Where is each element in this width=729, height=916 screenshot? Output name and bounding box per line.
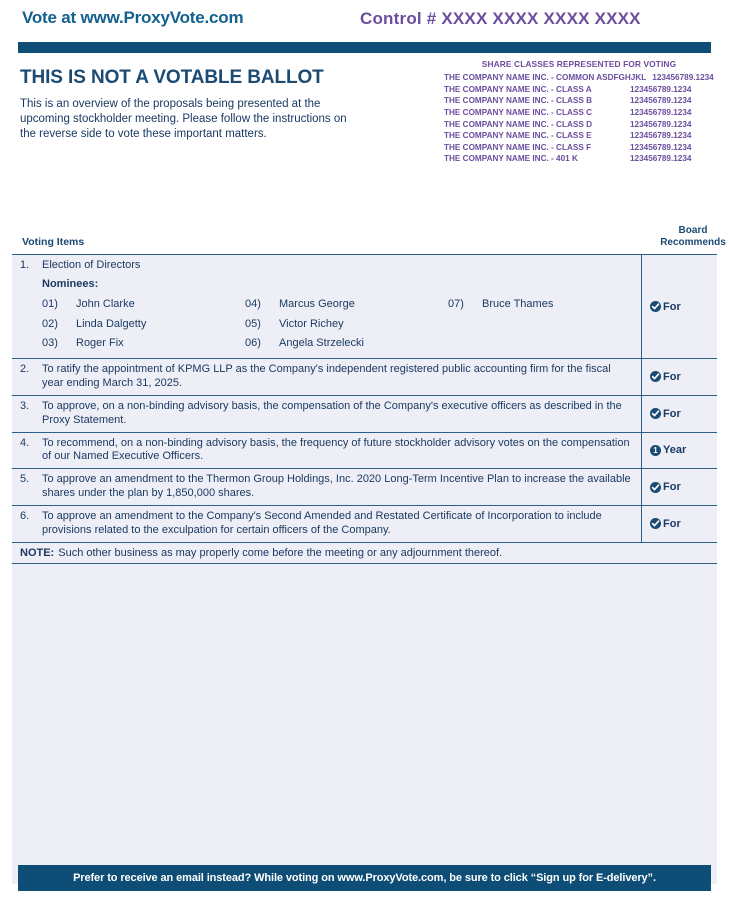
nominee-name: Marcus George	[279, 297, 355, 310]
share-class-shares: 123456789.1234	[630, 84, 692, 94]
nominee-name: Linda Dalgetty	[76, 317, 147, 330]
nominees-label: Nominees:	[42, 277, 99, 290]
ballot-item-title: To approve, on a non-binding advisory basis, the compensation of the Company's executive officers as described in the Proxy Statement.	[42, 399, 622, 426]
board-recommends-header-line1: Board	[678, 225, 708, 236]
one-circle-icon: 1	[650, 445, 661, 456]
ballot-item-row	[12, 433, 717, 470]
nominees-grid	[42, 295, 633, 354]
board-recommendation-label: For	[663, 370, 681, 383]
check-circle-icon	[650, 408, 661, 419]
share-class-row	[444, 84, 714, 96]
ballot-item-number: 1.	[20, 259, 30, 271]
nominee-index: 03)	[42, 337, 58, 350]
board-recommends-header-line2: Recommends	[660, 236, 726, 248]
ballot-table	[12, 225, 726, 884]
ballot-column-headers	[12, 225, 726, 254]
ballot-item-description	[42, 259, 641, 354]
ballot-item-row	[12, 396, 717, 433]
ballot-item-description	[42, 473, 641, 501]
ballot-item-cell	[12, 506, 642, 542]
control-number-label: Control # XXXX XXXX XXXX XXXX	[360, 9, 641, 28]
ballot-item-description	[42, 510, 641, 538]
share-class-shares: 123456789.1234	[630, 154, 692, 164]
share-class-shares: 123456789.1234	[630, 119, 692, 129]
share-class-name: THE COMPANY NAME INC. - CLASS D	[444, 119, 592, 129]
ballot-item-cell	[12, 359, 642, 395]
check-circle-icon	[650, 518, 661, 529]
share-class-shares: 123456789.1234	[630, 107, 692, 117]
nominee-entry	[42, 315, 245, 335]
ballot-item-title: To approve an amendment to the Thermon Group Holdings, Inc. 2020 Long-Term Incentive Plan to increase the available shares under the plan by 1,850,000 shares.	[42, 473, 631, 500]
ballot-item-cell	[12, 255, 642, 358]
check-circle-icon	[650, 371, 661, 382]
board-recommendation-cell	[642, 433, 717, 469]
share-classes-list	[444, 72, 714, 165]
share-class-name: THE COMPANY NAME INC. - CLASS C	[444, 107, 592, 117]
ballot-item-row	[12, 506, 717, 543]
voting-items-header: Voting Items	[22, 236, 85, 248]
ballot-item-title: Election of Directors	[42, 259, 141, 271]
nominee-entry	[245, 334, 448, 354]
share-classes-title: SHARE CLASSES REPRESENTED FOR VOTING	[481, 59, 677, 69]
overview-description: This is an overview of the proposals being presented at the upcoming stockholder meeting. Please follow the instructions on the reverse side to vote these important matters.	[20, 98, 347, 141]
share-class-name: THE COMPANY NAME INC. - COMMON ASDFGHJKL	[444, 73, 647, 82]
nominee-entry	[448, 295, 553, 315]
board-recommendation-cell	[642, 255, 717, 358]
page-header	[0, 0, 729, 42]
ballot-item-description	[42, 363, 641, 391]
intro-section	[0, 53, 729, 203]
ballot-item-number: 3.	[20, 399, 30, 412]
nominee-index: 05)	[245, 317, 261, 330]
nominees-column	[42, 295, 245, 354]
nominee-entry	[245, 315, 448, 335]
board-recommendation-label: Year	[663, 444, 687, 457]
nominees-column	[448, 295, 553, 354]
share-class-shares: 123456789.1234	[630, 142, 692, 152]
board-recommendation-label: For	[663, 481, 681, 494]
board-recommendation-cell	[642, 469, 717, 505]
share-class-row	[444, 153, 714, 165]
ballot-item-title: To recommend, on a non-binding advisory basis, the frequency of future stockholder advisory votes on the compensation of our Named Executive Officers.	[42, 436, 630, 463]
nominee-name: Bruce Thames	[482, 297, 554, 310]
ballot-item-row	[12, 469, 717, 506]
nominee-index: 01)	[42, 297, 58, 310]
share-class-row	[444, 119, 714, 131]
nominee-name: John Clarke	[76, 297, 135, 310]
share-class-name: THE COMPANY NAME INC. - 401 K	[444, 154, 578, 164]
header-divider-rule	[18, 42, 711, 53]
ballot-note-row	[12, 543, 717, 564]
board-recommendation-cell	[642, 359, 717, 395]
ballot-item-cell	[12, 469, 642, 505]
page-title: THIS IS NOT A VOTABLE BALLOT	[20, 67, 324, 88]
ballot-item-title: To ratify the appointment of KPMG LLP as the Company's independent registered public accounting firm for the fiscal year ending March 31, 2025.	[42, 363, 611, 389]
nominee-index: 02)	[42, 317, 58, 330]
edelivery-message: Prefer to receive an email instead? While voting on www.ProxyVote.com, be sure to click “Sign up for E-delivery”.	[73, 872, 656, 884]
nominee-entry	[245, 295, 448, 315]
nominee-name: Roger Fix	[76, 337, 124, 350]
ballot-item-number: 2.	[20, 363, 30, 376]
share-class-shares: 123456789.1234	[630, 131, 692, 141]
vote-at-label: Vote at www.ProxyVote.com	[22, 8, 244, 27]
ballot-item-number: 6.	[20, 509, 30, 522]
ballot-item-cell	[12, 396, 642, 432]
nominees-column	[245, 295, 448, 354]
share-class-name: THE COMPANY NAME INC. - CLASS B	[444, 96, 592, 106]
ballot-blank-area	[12, 564, 717, 884]
share-class-name: THE COMPANY NAME INC. - CLASS A	[444, 84, 592, 94]
share-class-row	[444, 95, 714, 107]
ballot-item-row	[12, 255, 717, 359]
ballot-item-description	[42, 437, 641, 465]
check-circle-icon	[650, 482, 661, 493]
ballot-item-cell	[12, 433, 642, 469]
ballot-item-title: To approve an amendment to the Company's Second Amended and Restated Certificate of Incorporation to include provisions related to the exculpation for certain officers of the Company.	[42, 509, 602, 536]
check-circle-icon	[650, 301, 661, 312]
share-class-row	[444, 130, 714, 142]
share-class-name: THE COMPANY NAME INC. - CLASS F	[444, 142, 592, 152]
nominee-entry	[42, 334, 245, 354]
note-text: Such other business as may properly come before the meeting or any adjournment thereof.	[58, 546, 503, 559]
nominee-entry	[42, 295, 245, 315]
ballot-rows	[12, 254, 717, 884]
nominee-name: Victor Richey	[279, 317, 344, 330]
share-class-row	[444, 72, 714, 84]
board-recommendation-cell	[642, 506, 717, 542]
board-recommendation-label: For	[663, 407, 681, 420]
nominee-index: 07)	[448, 297, 464, 310]
ballot-item-number: 4.	[20, 436, 30, 449]
share-class-shares: 123456789.1234	[630, 96, 692, 106]
ballot-item-number: 5.	[20, 473, 30, 486]
nominee-name: Angela Strzelecki	[279, 337, 364, 350]
share-class-row	[444, 107, 714, 119]
board-recommendation-label: For	[663, 517, 681, 530]
ballot-item-description	[42, 400, 641, 428]
edelivery-footer-bar	[18, 865, 711, 891]
board-recommends-header	[650, 225, 729, 249]
nominee-index: 04)	[245, 297, 261, 310]
board-recommendation-label: For	[663, 300, 681, 313]
nominee-index: 06)	[245, 337, 261, 350]
share-class-row	[444, 142, 714, 154]
share-class-shares: 123456789.1234	[652, 73, 714, 82]
board-recommendation-cell	[642, 396, 717, 432]
ballot-item-row	[12, 359, 717, 396]
share-class-name: THE COMPANY NAME INC. - CLASS E	[444, 131, 592, 141]
note-label: NOTE:	[20, 546, 55, 559]
share-classes-block	[444, 59, 714, 165]
